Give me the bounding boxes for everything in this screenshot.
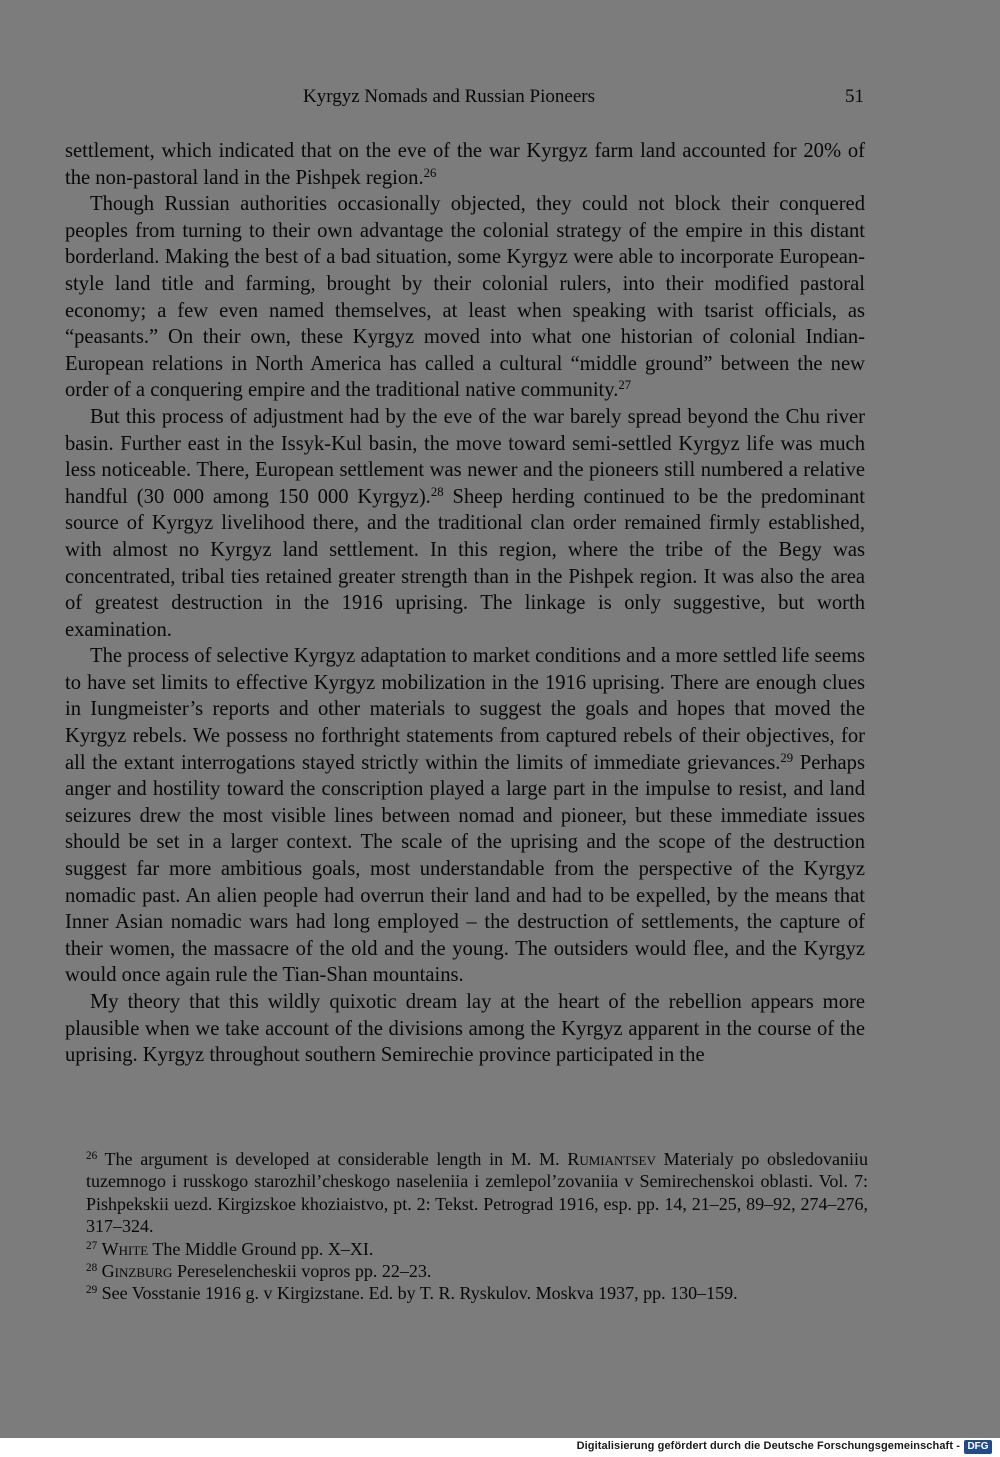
footnote-number: 26	[86, 1149, 98, 1162]
footnote-ref: 26	[423, 165, 437, 180]
footnote-text: See Vosstanie 1916 g. v Kirgizstane. Ed. by T. R. Ryskulov. Moskva 1937, pp. 130–159.	[97, 1283, 738, 1304]
footnote-ref: 28	[430, 484, 444, 499]
page-header	[66, 86, 864, 114]
digitization-footer	[0, 1438, 1000, 1457]
paragraph-3	[65, 404, 865, 643]
paragraph-text: settlement, which indicated that on the eve of the war Kyrgyz farm land accounted for 20% of the non-pastoral land in the Pishpek region.	[65, 140, 865, 189]
footnotes	[86, 1148, 868, 1305]
footnote-text: Pereselencheskii vopros pp. 22–23.	[172, 1261, 432, 1282]
body-text	[65, 138, 865, 1069]
footnote-text: The argument is developed at considerable length in M. M.	[97, 1149, 568, 1169]
footnote-author: Rumiantsev	[567, 1149, 656, 1169]
paragraph-text: My theory that this wildly quixotic dream lay at the heart of the rebellion appears more plausible when we take account of the divisions among the Kyrgyz apparent in the course of the uprising. Kyrgyz throughout southern Semirechie province participated in the	[65, 991, 865, 1067]
footnote-ref: 27	[618, 378, 632, 393]
paragraph-text: Sheep herding continued to be the predominant source of Kyrgyz livelihood there, and the traditional clan order remained firmly established, with almost no Kyrgyz land settlement. In this region, where the tribe of the Begy was concentrated, tribal ties retained greater strength than in the Pishpek region. It was also the area of greatest destruction in the 1916 uprising. The linkage is only suggestive, but worth examination.	[65, 485, 866, 641]
running-title: Kyrgyz Nomads and Russian Pioneers	[302, 86, 595, 107]
footnote-26	[68, 1148, 868, 1238]
footnote-text: The Middle Ground pp. X–XI.	[148, 1238, 374, 1259]
paragraph-5	[65, 989, 865, 1069]
funding-credit: Digitalisierung gefördert durch die Deutsche Forschungsgemeinschaft -	[576, 1440, 960, 1452]
paragraph-1	[65, 138, 865, 191]
paragraph-text: But this process of adjustment had by the eve of the war barely spread beyond the Chu river basin. Further east in the Issyk-Kul basin, the move toward semi-settled Kyrgyz life was much less noticeable. There, European settlement was newer and the pioneers still numbered a relative handful (30 000 among 150 000 Kyrgyz).	[65, 405, 865, 508]
footnote-ref: 29	[780, 750, 794, 765]
footnote-author: White	[101, 1238, 149, 1259]
footnote-text: Materialy po obsledovaniiu tuzemnogo i russkogo starozhil’cheskogo naseleniia i zemlepol’zovaniia v Semirechenskoi oblasti. Vol. 7: Pishpekskii uezd. Kirgizskoe khoziaistvo, pt. 2: Tekst. Petrograd 1916, esp. pp. 14, 21–25, 89–92, 274–276, 317–324.	[86, 1149, 868, 1237]
footnote-29	[86, 1282, 868, 1304]
footnote-number: 28	[86, 1261, 98, 1274]
page-number: 51	[845, 86, 864, 107]
footnote-number: 29	[86, 1284, 98, 1297]
dfg-logo-icon: DFG	[964, 1440, 992, 1454]
paragraph-4	[65, 643, 865, 989]
paragraph-2	[65, 191, 865, 404]
footnote-27	[86, 1238, 868, 1260]
footnote-author: Ginzburg	[101, 1261, 173, 1282]
footnote-28	[86, 1260, 868, 1282]
paragraph-text: Perhaps anger and hostility toward the conscription played a large part in the impulse to resist, and land seizures drew the most visible lines between nomad and pioneer, but these immediate issues should be set in a larger context. The scale of the uprising and the scope of the destruction suggest far more ambitious goals, most understandable from the perspective of the Kyrgyz nomadic past. An alien people had overrun their land and had to be expelled, by the means that Inner Asian nomadic wars had long employed – the destruction of settlements, the capture of their women, the massacre of the old and the young. The outsiders would flee, and the Kyrgyz would once again rule the Tian-Shan mountains.	[65, 751, 865, 987]
paragraph-text: The process of selective Kyrgyz adaptation to market conditions and a more settled life seems to have set limits to effective Kyrgyz mobilization in the 1916 uprising. There are enough clues in Iungmeister’s reports and other materials to suggest the goals and hopes that moved the Kyrgyz rebels. We possess no forthright statements from captured rebels of their objectives, for all the extant interrogations stayed strictly within the limits of immediate grievances.	[65, 645, 865, 774]
footnote-number: 27	[86, 1239, 98, 1252]
paragraph-text: Though Russian authorities occasionally objected, they could not block their conquered peoples from turning to their own advantage the colonial strategy of the empire in this distant borderland. Making the best of a bad situation, some Kyrgyz were able to incorporate European-style land title and farming, brought by their colonial rulers, into their modified pastoral economy; a few even named themselves, at least when speaking with tsarist officials, as “peasants.” On their own, these Kyrgyz moved into what one historian of colonial Indian-European relations in North America has called a cultural “middle ground” between the new order of a conquering empire and the traditional native community.	[65, 193, 865, 402]
